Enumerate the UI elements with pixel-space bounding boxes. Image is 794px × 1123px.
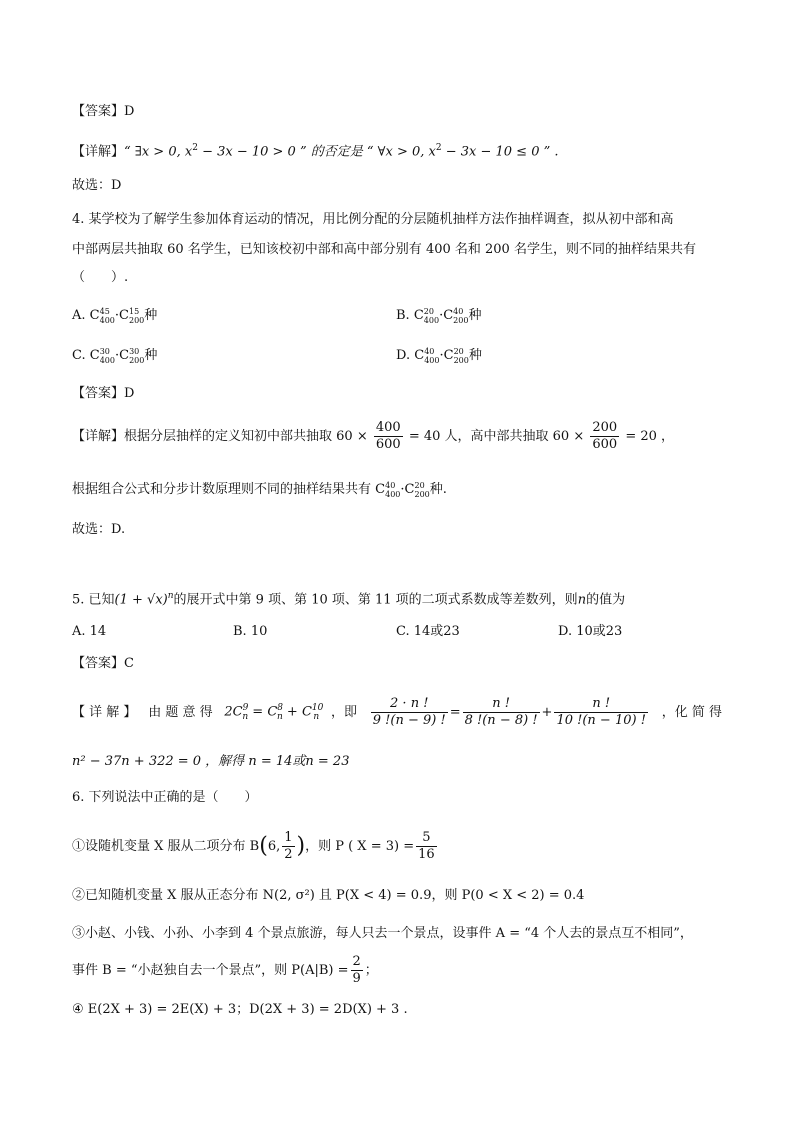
q3-choose: 故选：D	[72, 178, 122, 193]
q4-option-d: D. C 40 400 ·C 20 200 种	[396, 346, 482, 365]
q3-answer: 【答案】D	[72, 104, 135, 119]
q5-detail-line1: 【 详 解 】 由 题 意 得 $2C^9_n = C^8_n + C^{10}_n$ ，即 $\frac{2 \cdot n !}{9 !(n - 9) !}$ = $\frac{n !}{8 !(n - 8) !}$ + $\frac{n !}{10 !(n - 10) !}$ ，化 简 得	[72, 696, 722, 728]
q3-detail-label: 【详解】	[72, 144, 125, 160]
q6-statement-2: ②已知随机变量 X 服从正态分布 N(2, σ²) 且 P(X < 4) = 0.9，则 P(0 < X < 2) = 0.4	[72, 888, 585, 903]
q6-statement-3a: ③小赵、小钱、小孙、小李到 4 个景点旅游，每人只去一个景点，设事件 A = “4 个人去的景点互不相同”，	[72, 926, 693, 941]
q4-choose: 故选：D.	[72, 522, 126, 537]
q5-detail-line2: n² − 37n + 322 = 0 ，解得 n = 14或n = 23	[72, 754, 350, 769]
q6-statement-1: ①设随机变量 X 服从二项分布 B(6, $\frac{1}{2}$ )，则 P ( X = 3) = $\frac{5}{16}$	[72, 830, 435, 862]
q4-stem-line1: 4. 某学校为了解学生参加体育运动的情况，用比例分配的分层随机抽样方法作抽样调查，拟从初中部和高	[72, 212, 674, 227]
q3-detail: 【详解】“ ∃x > 0, $x^2 - 3x - 10 > 0$ ” 的否定是 “ ∀x > 0, $x^2 - 3x - 10 \le 0$ ” .	[72, 143, 559, 160]
q5-option-c: C. 14或23	[396, 624, 460, 639]
q6-statement-4: ④ E(2X + 3) = 2E(X) + 3；D(2X + 3) = 2D(X) + 3 .	[72, 1002, 408, 1017]
q5-option-d: D. 10或23	[558, 624, 623, 639]
q5-answer: 【答案】C	[72, 656, 134, 671]
q6-statement-3b: 事件 B = “小赵独自去一个景点”，则 P(A|B) = $\frac{2}{9}$ ；	[72, 954, 378, 986]
q5-option-a: A. 14	[72, 624, 107, 639]
q4-answer: 【答案】D	[72, 386, 135, 401]
q4-option-a: A. C 45 400 ·C 15 200 种	[72, 306, 158, 325]
q4-option-b: B. C 20 400 ·C 40 200 种	[396, 306, 482, 325]
q4-option-c: C. C 30 400 ·C 30 200 种	[72, 346, 158, 365]
q4-stem-line3: （ ）.	[72, 270, 129, 285]
q5-option-b: B. 10	[233, 624, 268, 639]
q4-detail-line1: 【详解】根据分层抽样的定义知初中部共抽取 60 × $\frac{400}{600}$ = 40 人，高中部共抽取 60 × $\frac{200}{600}$ = 20 ，	[72, 420, 675, 452]
q4-stem-line2: 中部两层共抽取 60 名学生，已知该校初中部和高中部分别有 400 名和 200 名学生，则不同的抽样结果共有	[72, 242, 696, 257]
q4-detail-line2: 根据组合公式和分步计数原理则不同的抽样结果共有 C 40 400 ·C 20 200 种.	[72, 480, 447, 499]
q6-stem: 6. 下列说法中正确的是（ ）	[72, 790, 258, 805]
q5-stem: 5. 已知$(1 + √x)^n$的展开式中第 9 项、第 10 项、第 11 项的二项式系数成等差数列，则n的值为	[72, 591, 626, 608]
